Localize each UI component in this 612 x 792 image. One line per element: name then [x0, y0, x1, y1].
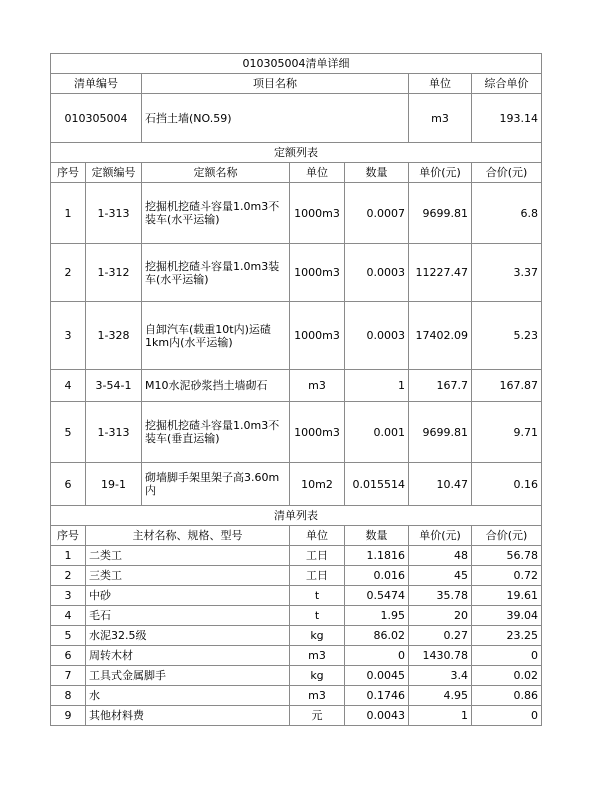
quota-total: 0.16 [472, 463, 542, 506]
quota-code: 1-328 [86, 302, 142, 370]
quota-header-name: 定额名称 [142, 163, 290, 183]
quota-name: M10水泥砂浆挡土墙砌石 [142, 370, 290, 402]
quota-unit-price: 167.7 [409, 370, 472, 402]
quota-code: 3-54-1 [86, 370, 142, 402]
material-total: 0.02 [472, 666, 542, 686]
quota-qty: 0.0007 [345, 183, 409, 244]
quota-unit-price: 9699.81 [409, 402, 472, 463]
quota-qty: 0.001 [345, 402, 409, 463]
quota-row [51, 402, 542, 463]
quota-code: 1-312 [86, 244, 142, 302]
bill-detail-table [50, 53, 542, 726]
material-row [51, 666, 542, 686]
material-header-unit: 单位 [290, 526, 345, 546]
material-name: 三类工 [86, 566, 290, 586]
material-total: 0.72 [472, 566, 542, 586]
quota-seq: 2 [51, 244, 86, 302]
material-total: 23.25 [472, 626, 542, 646]
quota-code: 1-313 [86, 402, 142, 463]
table-title: 010305004清单详细 [51, 54, 542, 74]
material-row [51, 606, 542, 626]
quota-qty: 1 [345, 370, 409, 402]
material-seq: 3 [51, 586, 86, 606]
material-header-name: 主材名称、规格、型号 [86, 526, 290, 546]
material-name: 其他材料费 [86, 706, 290, 726]
material-name: 周转木材 [86, 646, 290, 666]
quota-name: 砌墙脚手架里架子高3.60m内 [142, 463, 290, 506]
material-unit-price: 1 [409, 706, 472, 726]
material-row [51, 646, 542, 666]
material-seq: 7 [51, 666, 86, 686]
summary-header-price: 综合单价 [472, 74, 542, 94]
material-section-title: 清单列表 [51, 506, 542, 526]
material-unit-price: 1430.78 [409, 646, 472, 666]
quota-total: 6.8 [472, 183, 542, 244]
summary-name: 石挡土墙(NO.59) [142, 94, 409, 143]
quota-header-unit: 单位 [290, 163, 345, 183]
summary-price: 193.14 [472, 94, 542, 143]
quota-header-qty: 数量 [345, 163, 409, 183]
material-total: 56.78 [472, 546, 542, 566]
material-name: 中砂 [86, 586, 290, 606]
quota-unit-price: 9699.81 [409, 183, 472, 244]
material-seq: 9 [51, 706, 86, 726]
material-qty: 1.95 [345, 606, 409, 626]
material-header-unit-price: 单价(元) [409, 526, 472, 546]
quota-header-code: 定额编号 [86, 163, 142, 183]
material-total: 0.86 [472, 686, 542, 706]
quota-unit: 1000m3 [290, 244, 345, 302]
quota-header-seq: 序号 [51, 163, 86, 183]
quota-total: 9.71 [472, 402, 542, 463]
material-row [51, 546, 542, 566]
summary-code: 010305004 [51, 94, 142, 143]
material-unit: m3 [290, 686, 345, 706]
material-unit: 工日 [290, 546, 345, 566]
material-name: 毛石 [86, 606, 290, 626]
material-row [51, 686, 542, 706]
quota-seq: 1 [51, 183, 86, 244]
material-unit: 元 [290, 706, 345, 726]
material-qty: 0.016 [345, 566, 409, 586]
material-header-qty: 数量 [345, 526, 409, 546]
material-row [51, 706, 542, 726]
material-row [51, 566, 542, 586]
quota-unit: 1000m3 [290, 402, 345, 463]
material-total: 0 [472, 706, 542, 726]
material-qty: 0.0043 [345, 706, 409, 726]
quota-unit-price: 10.47 [409, 463, 472, 506]
material-seq: 5 [51, 626, 86, 646]
material-qty: 1.1816 [345, 546, 409, 566]
material-unit-price: 4.95 [409, 686, 472, 706]
quota-unit-price: 11227.47 [409, 244, 472, 302]
material-unit: kg [290, 666, 345, 686]
material-seq: 6 [51, 646, 86, 666]
quota-total: 167.87 [472, 370, 542, 402]
quota-code: 1-313 [86, 183, 142, 244]
quota-qty: 0.0003 [345, 244, 409, 302]
summary-header-unit: 单位 [409, 74, 472, 94]
summary-header-code: 清单编号 [51, 74, 142, 94]
material-row [51, 626, 542, 646]
material-unit-price: 0.27 [409, 626, 472, 646]
material-qty: 0.0045 [345, 666, 409, 686]
material-row [51, 586, 542, 606]
quota-unit: 1000m3 [290, 302, 345, 370]
material-unit: t [290, 606, 345, 626]
quota-seq: 4 [51, 370, 86, 402]
quota-seq: 3 [51, 302, 86, 370]
material-seq: 4 [51, 606, 86, 626]
material-total: 0 [472, 646, 542, 666]
material-unit: t [290, 586, 345, 606]
quota-total: 5.23 [472, 302, 542, 370]
quota-name: 挖掘机挖碴斗容量1.0m3不装车(水平运输) [142, 183, 290, 244]
quota-qty: 0.0003 [345, 302, 409, 370]
material-name: 二类工 [86, 546, 290, 566]
summary-unit: m3 [409, 94, 472, 143]
material-total: 39.04 [472, 606, 542, 626]
material-header-seq: 序号 [51, 526, 86, 546]
quota-name: 挖掘机挖碴斗容量1.0m3不装车(垂直运输) [142, 402, 290, 463]
quota-seq: 6 [51, 463, 86, 506]
quota-name: 自卸汽车(载重10t内)运碴1km内(水平运输) [142, 302, 290, 370]
quota-section-title: 定额列表 [51, 143, 542, 163]
quota-qty: 0.015514 [345, 463, 409, 506]
material-qty: 0.5474 [345, 586, 409, 606]
quota-row [51, 183, 542, 244]
quota-seq: 5 [51, 402, 86, 463]
material-qty: 0.1746 [345, 686, 409, 706]
summary-header-name: 项目名称 [142, 74, 409, 94]
quota-unit: m3 [290, 370, 345, 402]
quota-row [51, 370, 542, 402]
material-name: 水 [86, 686, 290, 706]
material-qty: 0 [345, 646, 409, 666]
quota-code: 19-1 [86, 463, 142, 506]
material-name: 水泥32.5级 [86, 626, 290, 646]
quota-total: 3.37 [472, 244, 542, 302]
material-seq: 2 [51, 566, 86, 586]
quota-unit: 1000m3 [290, 183, 345, 244]
material-header-total: 合价(元) [472, 526, 542, 546]
material-unit: 工日 [290, 566, 345, 586]
quota-unit: 10m2 [290, 463, 345, 506]
material-total: 19.61 [472, 586, 542, 606]
quota-unit-price: 17402.09 [409, 302, 472, 370]
quota-row [51, 463, 542, 506]
material-unit-price: 3.4 [409, 666, 472, 686]
material-name: 工具式金属脚手 [86, 666, 290, 686]
material-seq: 8 [51, 686, 86, 706]
material-unit-price: 20 [409, 606, 472, 626]
material-unit-price: 35.78 [409, 586, 472, 606]
material-seq: 1 [51, 546, 86, 566]
quota-name: 挖掘机挖碴斗容量1.0m3装车(水平运输) [142, 244, 290, 302]
quota-header-unit-price: 单价(元) [409, 163, 472, 183]
material-unit-price: 45 [409, 566, 472, 586]
quota-row [51, 244, 542, 302]
quota-header-total: 合价(元) [472, 163, 542, 183]
material-qty: 86.02 [345, 626, 409, 646]
quota-row [51, 302, 542, 370]
material-unit: kg [290, 626, 345, 646]
material-unit-price: 48 [409, 546, 472, 566]
material-unit: m3 [290, 646, 345, 666]
